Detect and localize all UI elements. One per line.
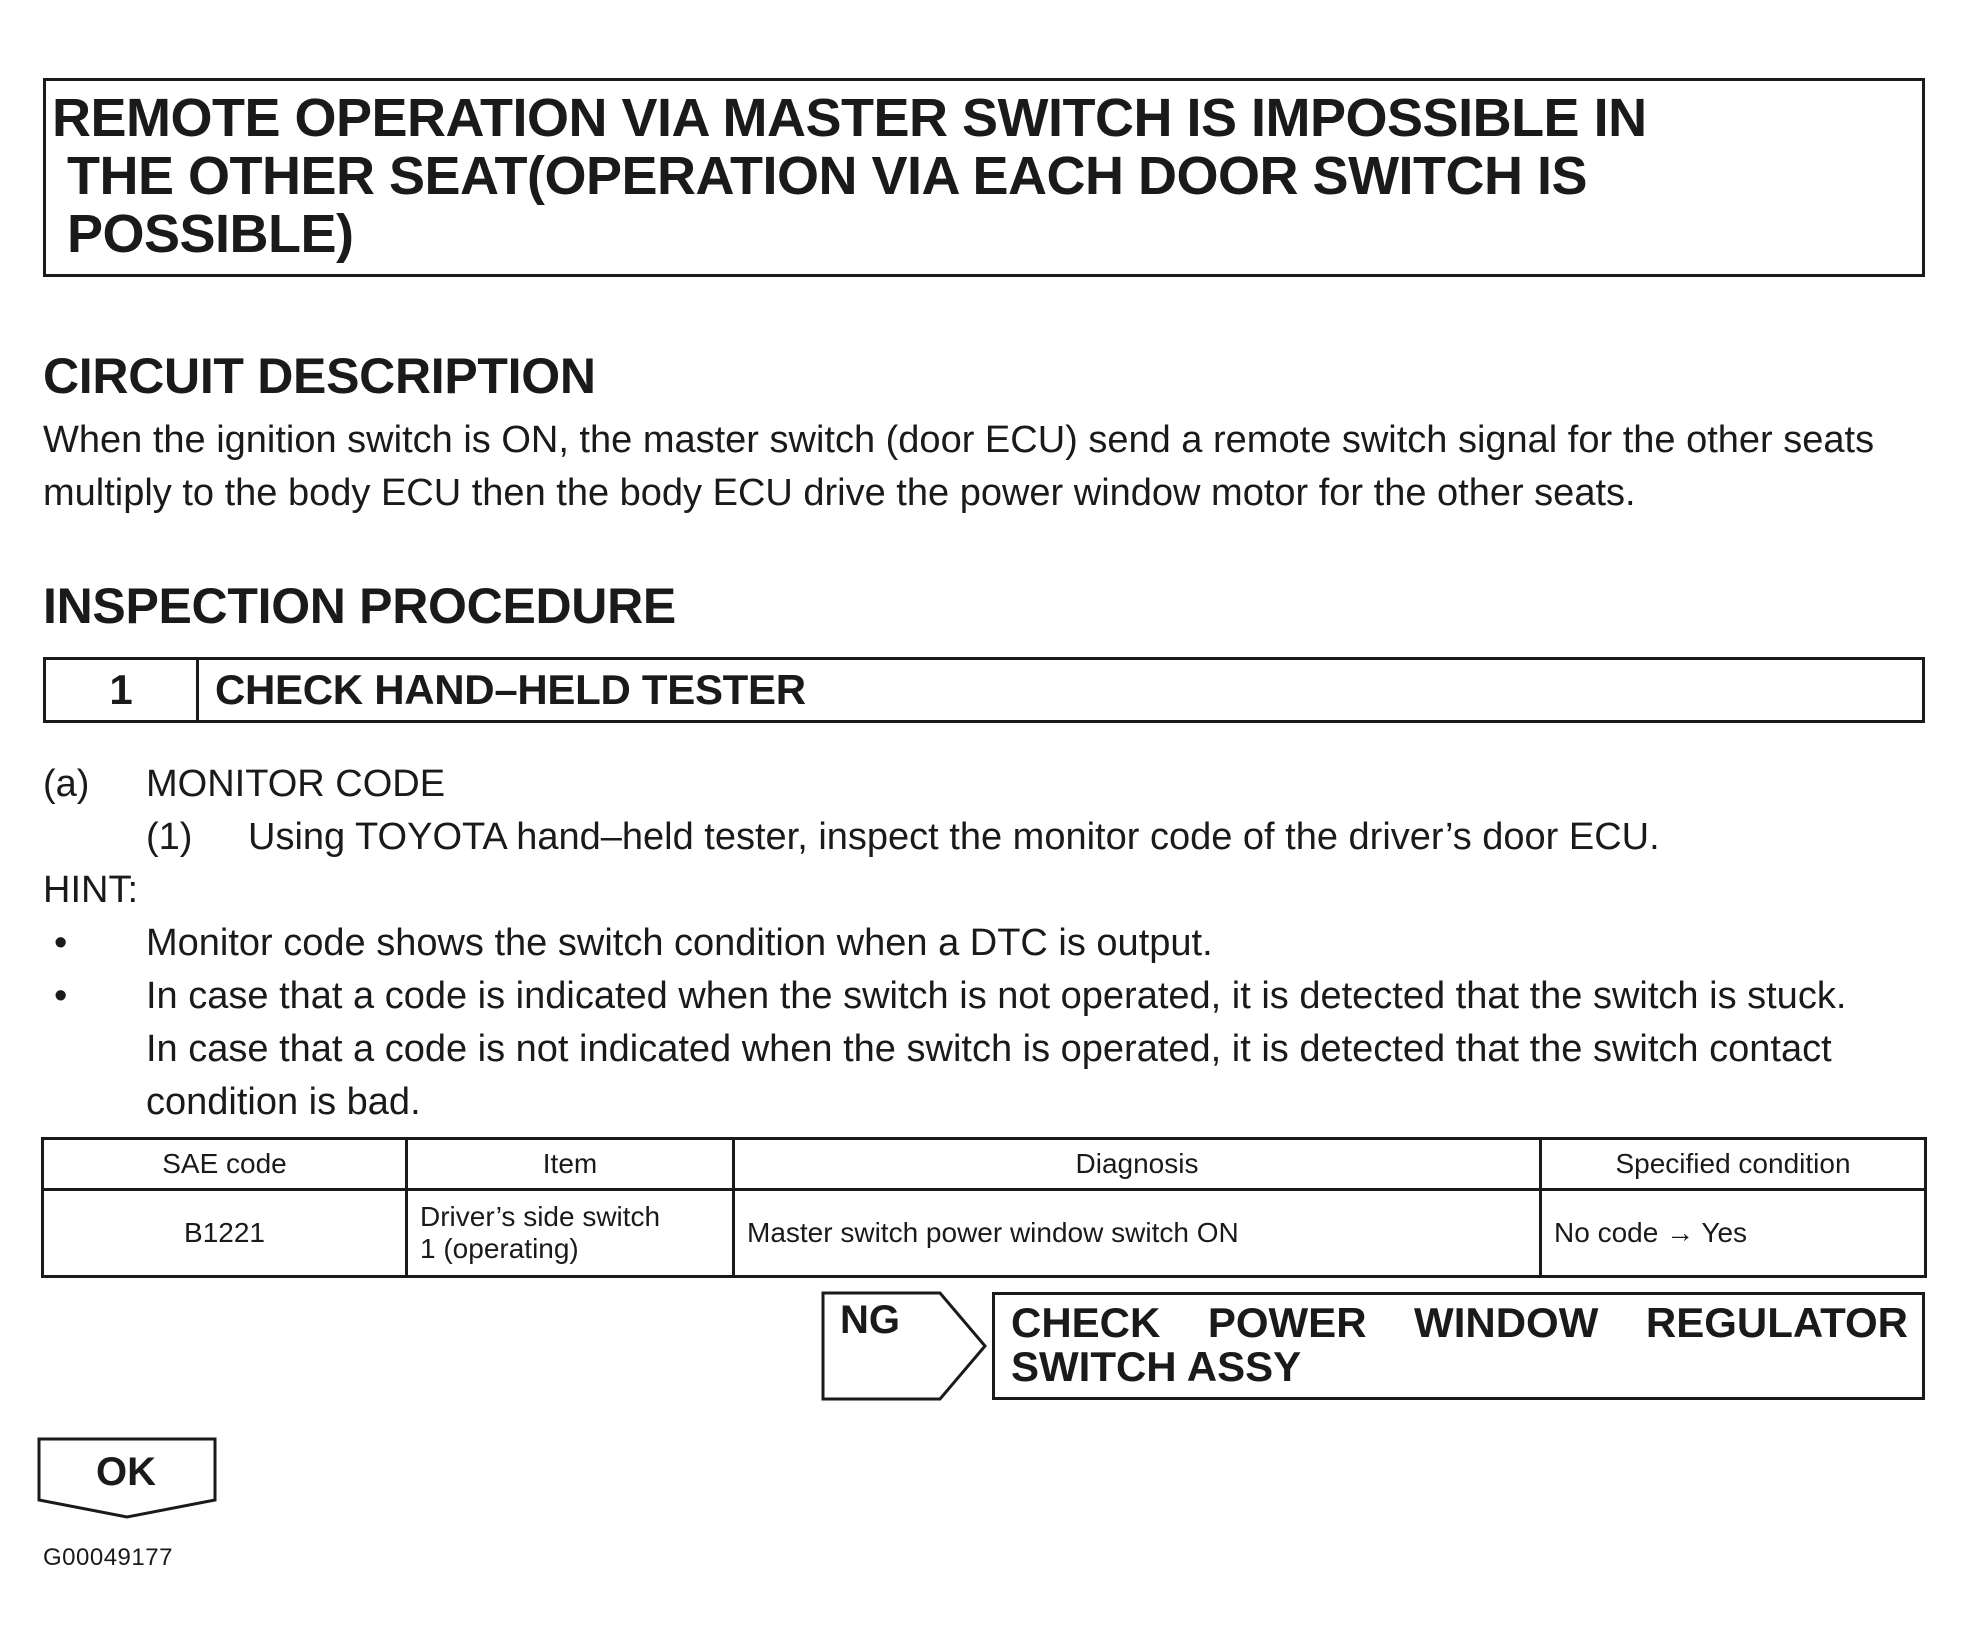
table-header-row	[43, 1139, 1926, 1190]
step-title: CHECK HAND–HELD TESTER	[215, 666, 806, 713]
monitor-code-table	[41, 1137, 1927, 1278]
bullet-2-cont-1: In case that a code is not indicated when the switch is operated, it is detected that the switch contact	[146, 1028, 1832, 1070]
ng-word-4: REGULATOR	[1645, 1299, 1908, 1346]
ng-word-2: POWER	[1207, 1299, 1367, 1346]
cell-diagnosis: Master switch power window switch ON	[734, 1190, 1541, 1277]
bullet-2-cont-2: condition is bad.	[146, 1081, 421, 1123]
ng-word-3: WINDOW	[1414, 1299, 1599, 1346]
step-number: 1	[46, 660, 199, 720]
item-a-marker: (a)	[43, 763, 90, 805]
ng-word-1: CHECK	[1011, 1299, 1161, 1346]
col-header-sae: SAE code	[43, 1139, 407, 1190]
ng-result-line-1	[1011, 1301, 1908, 1345]
col-header-diagnosis: Diagnosis	[734, 1139, 1541, 1190]
circuit-text-line-2: multiply to the body ECU then the body ECU drive the power window motor for the other seats.	[43, 472, 1636, 514]
item-a-text: MONITOR CODE	[146, 763, 446, 805]
col-header-spec: Specified condition	[1541, 1139, 1926, 1190]
title-line-3: POSSIBLE)	[67, 204, 354, 264]
cell-spec-condition: No code → Yes	[1541, 1190, 1926, 1277]
cell-item-line-1: Driver’s side switch	[420, 1201, 661, 1232]
circuit-heading: CIRCUIT DESCRIPTION	[43, 348, 596, 404]
bullet-2-text: In case that a code is indicated when the switch is not operated, it is detected that the switch is stuck.	[146, 975, 1847, 1017]
step-box	[43, 657, 1925, 723]
item-1-text: Using TOYOTA hand–held tester, inspect the monitor code of the driver’s door ECU.	[248, 816, 1660, 858]
ng-label: NG	[840, 1298, 900, 1342]
title-box	[43, 78, 1925, 277]
cell-sae-code: B1221	[43, 1190, 407, 1277]
bullet-1-symbol: •	[54, 922, 68, 964]
cell-item	[407, 1190, 734, 1277]
title-line-2: THE OTHER SEAT(OPERATION VIA EACH DOOR SWITCH IS	[67, 146, 1588, 206]
bullet-2-symbol: •	[54, 975, 68, 1017]
title-line-1: REMOTE OPERATION VIA MASTER SWITCH IS IMPOSSIBLE IN	[52, 88, 1647, 148]
hint-label: HINT:	[43, 869, 138, 911]
inspection-heading: INSPECTION PROCEDURE	[43, 578, 676, 634]
item-1-marker: (1)	[146, 816, 193, 858]
cell-item-line-2: 1 (operating)	[420, 1233, 579, 1264]
circuit-text-line-1: When the ignition switch is ON, the master switch (door ECU) send a remote switch signal for the other seats	[43, 419, 1875, 461]
ng-result-box	[992, 1292, 1925, 1400]
ng-result-line-2: SWITCH ASSY	[1011, 1343, 1302, 1390]
figure-code: G00049177	[43, 1544, 173, 1571]
col-header-item: Item	[407, 1139, 734, 1190]
table-row	[43, 1190, 1926, 1277]
bullet-1-text: Monitor code shows the switch condition when a DTC is output.	[146, 922, 1213, 964]
ok-label: OK	[96, 1450, 156, 1494]
